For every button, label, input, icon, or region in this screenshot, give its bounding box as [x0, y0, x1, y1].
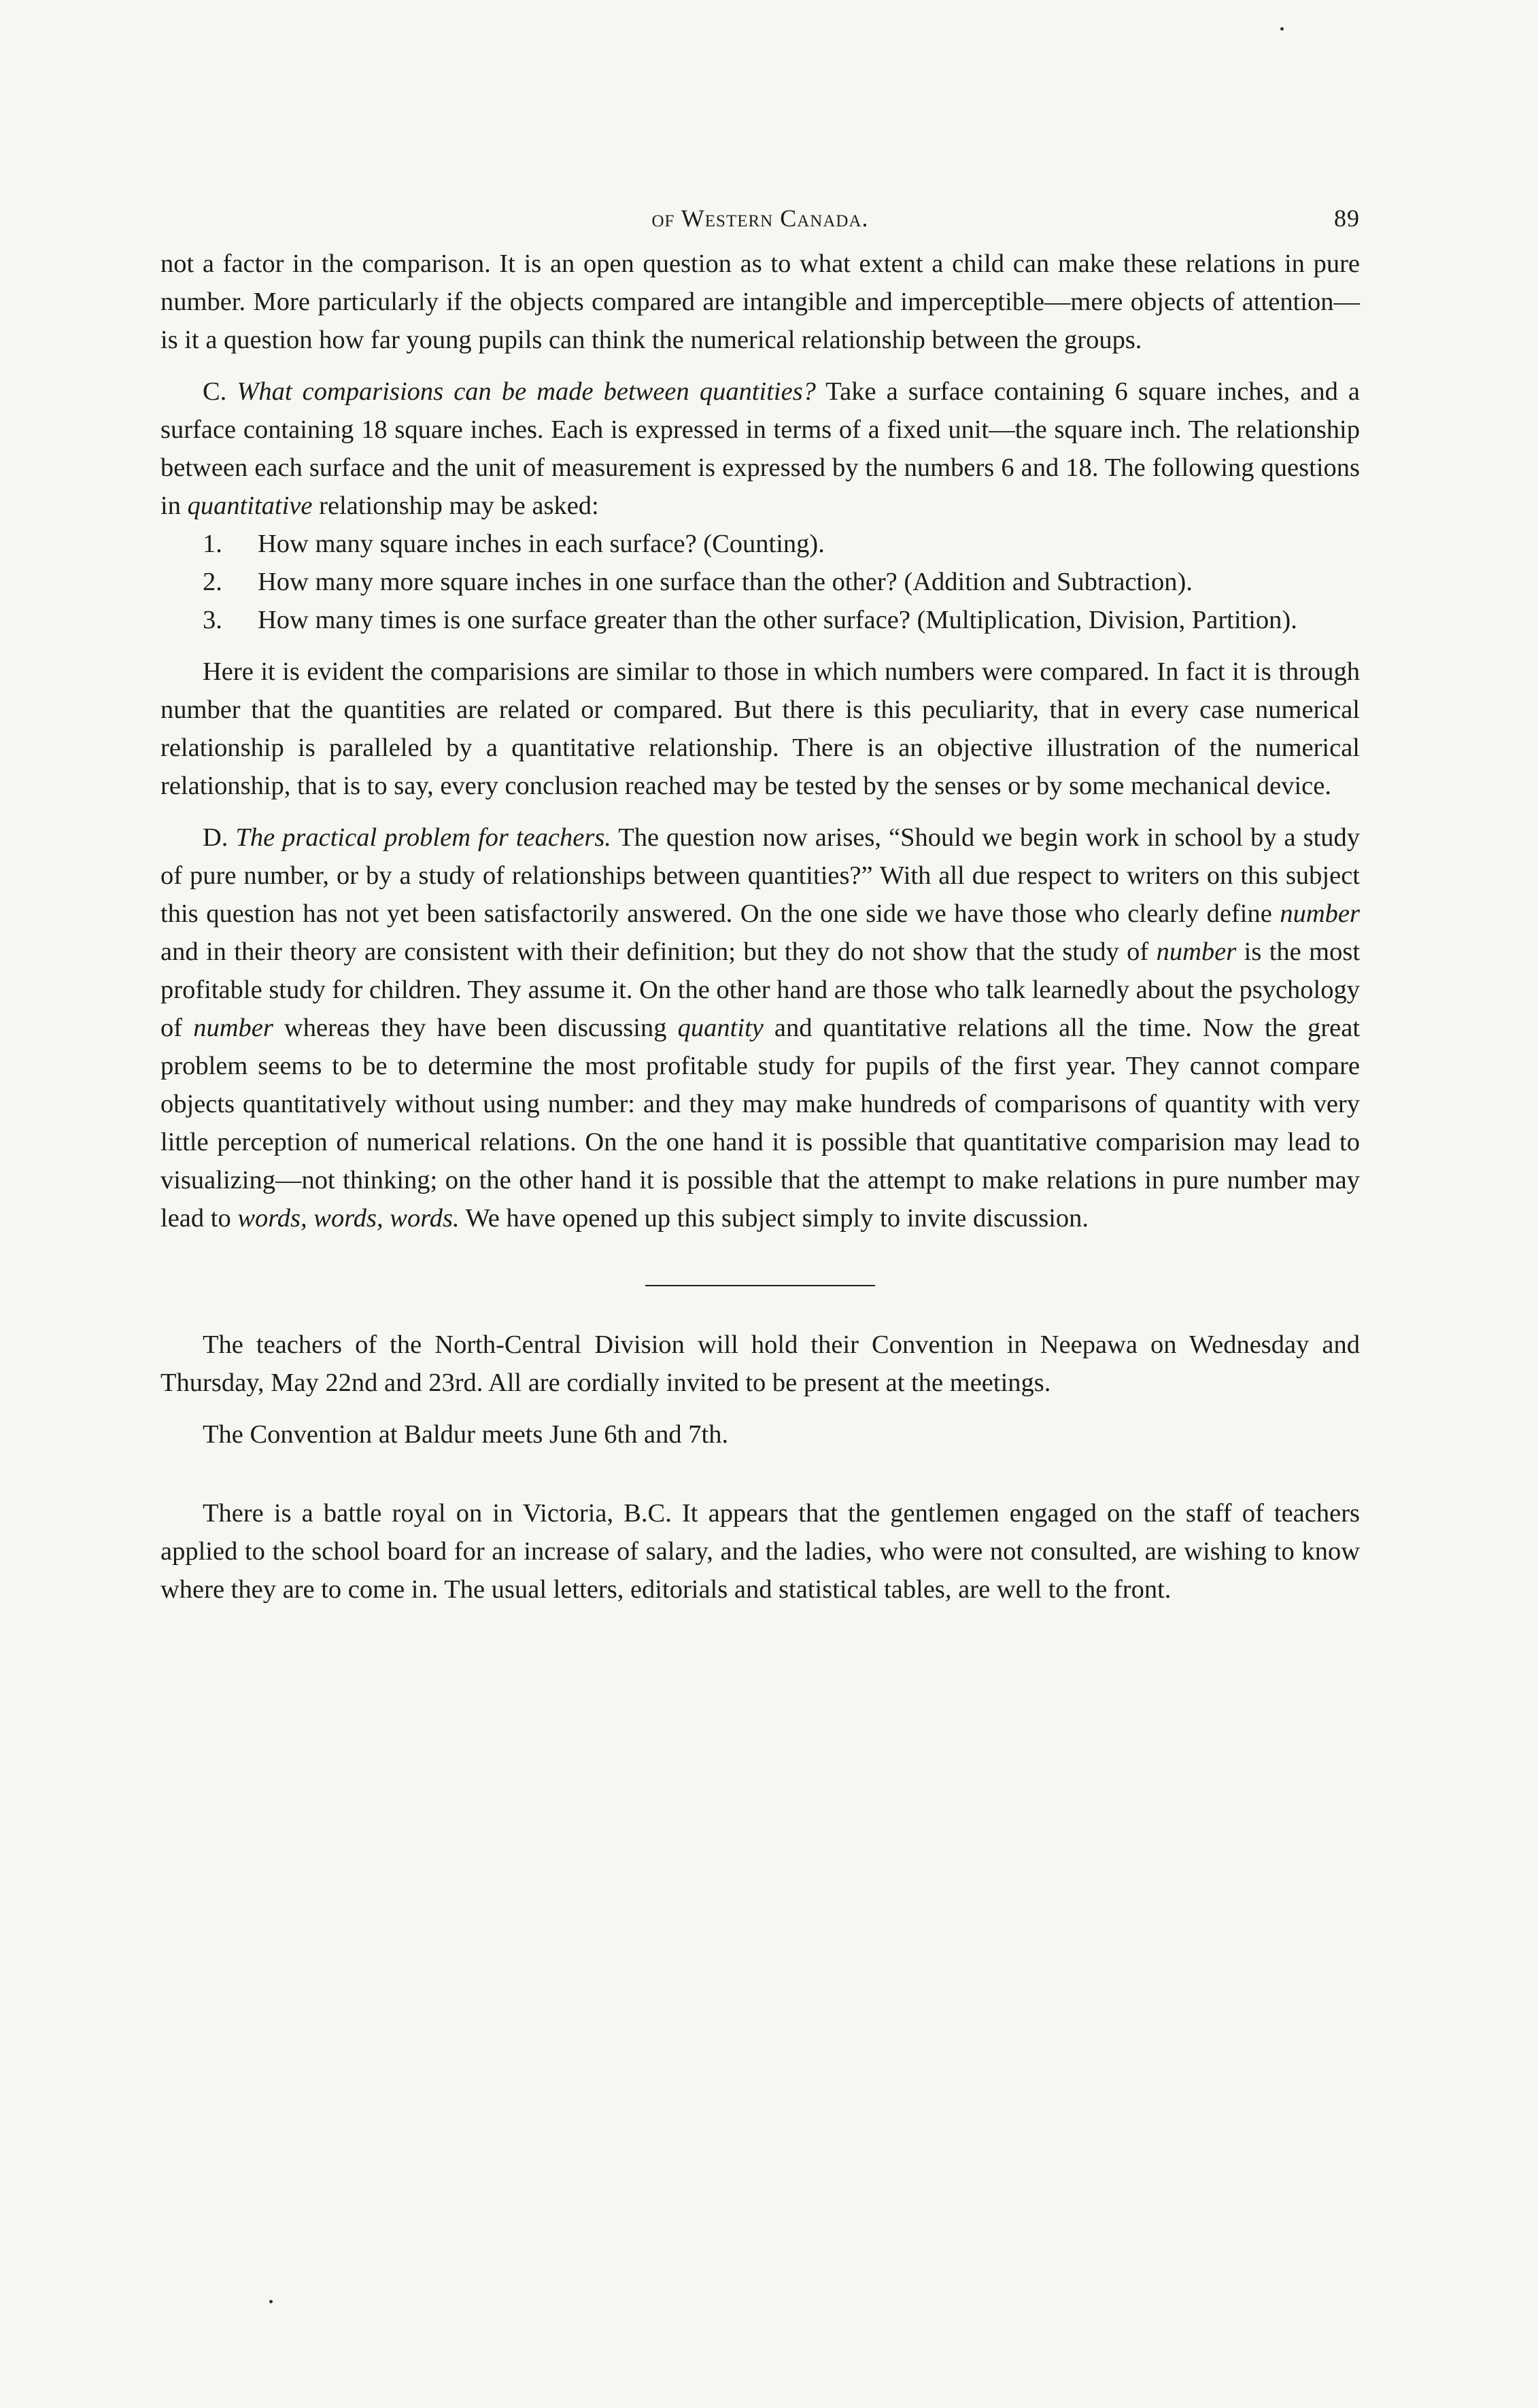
- emphasis-quantity: quantity: [677, 1014, 764, 1042]
- section-d-text: whereas they have been discussing: [284, 1014, 667, 1042]
- section-c-text: Take a surface containing 6 square inches, and a surface containing 18 square inches. Each is expressed in terms of a fixed unit—the square inch. The relationship between each surface and the unit of measurement is expressed by the numbers 6 and 18. The following questions in: [160, 377, 1360, 520]
- section-d-heading: The practical problem for teachers.: [235, 823, 611, 852]
- victoria-notice: There is a battle royal on in Victoria, B.C. It appears that the gentlemen engaged on the staff of teachers applied to the school board for an increase of salary, and the ladies, who were not consulted, are wishing to know where they are to come in. The usual letters, editorials and statistical tables, are well to the front.: [160, 1499, 1360, 1604]
- list-number: 1.: [203, 530, 222, 558]
- section-d-paragraph: [160, 819, 1360, 1237]
- list-item: [160, 563, 1360, 601]
- baldur-notice: The Convention at Baldur meets June 6th and 7th.: [203, 1420, 729, 1449]
- convention-notice: The teachers of the North-Central Division will hold their Convention in Neepawa on Wednesday and Thursday, May 22nd and 23rd. All are cordially invited to be present at the meetings.: [160, 1330, 1360, 1397]
- question-list: [160, 525, 1360, 639]
- section-c-text-end: relationship may be asked:: [319, 492, 599, 520]
- running-head: [160, 204, 1360, 245]
- section-c-letter: C.: [203, 377, 227, 406]
- emphasis-number: number: [193, 1014, 273, 1042]
- list-number: 3.: [203, 606, 222, 634]
- section-c-heading: What comparisions can be made between quantities?: [237, 377, 816, 406]
- section-c-paragraph: [160, 373, 1360, 525]
- paragraph-comparisons: Here it is evident the comparisions are similar to those in which numbers were compared. In fact it is through number that the quantities are related or compared. But there is this peculiarity, that in every case numerical relationship is paralleled by a quantitative relationship. There is an objective illustration of the numerical relationship, that is to say, every conclusion reached may be tested by the senses or by some mechanical device.: [160, 657, 1360, 800]
- page-number: 89: [1334, 205, 1360, 232]
- list-item: [160, 601, 1360, 639]
- list-number: 2.: [203, 568, 222, 596]
- emphasis-number: number: [1280, 899, 1360, 928]
- list-item: [160, 525, 1360, 563]
- print-speck: [269, 2300, 273, 2303]
- section-d-text: We have opened up this subject simply to invite discussion.: [465, 1204, 1089, 1233]
- emphasis-quantitative: quantitative: [187, 492, 313, 520]
- emphasis-words: words, words, words.: [237, 1204, 460, 1233]
- list-text: How many square inches in each surface? (Counting).: [258, 530, 825, 558]
- list-text: How many times is one surface greater than the other surface? (Multiplication, Division, Partition).: [258, 606, 1297, 634]
- section-d-text: is the most profitable study for children. They assume it. On the other hand are those who talk learnedly about the psychology of: [160, 938, 1361, 1042]
- list-text: How many more square inches in one surface than the other? (Addition and Subtraction).: [258, 568, 1193, 596]
- paragraph-continuation: not a factor in the comparison. It is an open question as to what extent a child can make these relations in pure number. More particularly if the objects compared are intangible and imperceptible—mere objects of attention—is it a question how far young pupils can think the numerical relationship between the groups.: [160, 250, 1360, 354]
- section-d-text: The question now arises, “Should we begin work in school by a study of pure number, or by a study of relationships between quantities?” With all due respect to writers on this subject this question has not yet been satisfactorily answered. On the one side we have those who clearly define: [160, 823, 1361, 928]
- section-divider: [645, 1285, 875, 1286]
- section-d-letter: D.: [203, 823, 228, 852]
- section-d-text: and in their theory are consistent with their definition; but they do not show that the study of: [160, 938, 1149, 966]
- running-title: of Western Canada.: [651, 205, 869, 232]
- emphasis-number: number: [1156, 938, 1237, 966]
- section-d-text: and quantitative relations all the time. Now the great problem seems to be to determine the most profitable study for pupils of the first year. They cannot compare objects quantitatively without using number: and they may make hundreds of comparisons of quantity with very little perception of numerical relations. On the one hand it is possible that quantitative comparision may lead to visualizing—not thinking; on the other hand it is possible that the attempt to make relations in pure number may lead to: [160, 1014, 1361, 1233]
- print-speck: [1280, 27, 1284, 31]
- page-content: [160, 204, 1360, 1609]
